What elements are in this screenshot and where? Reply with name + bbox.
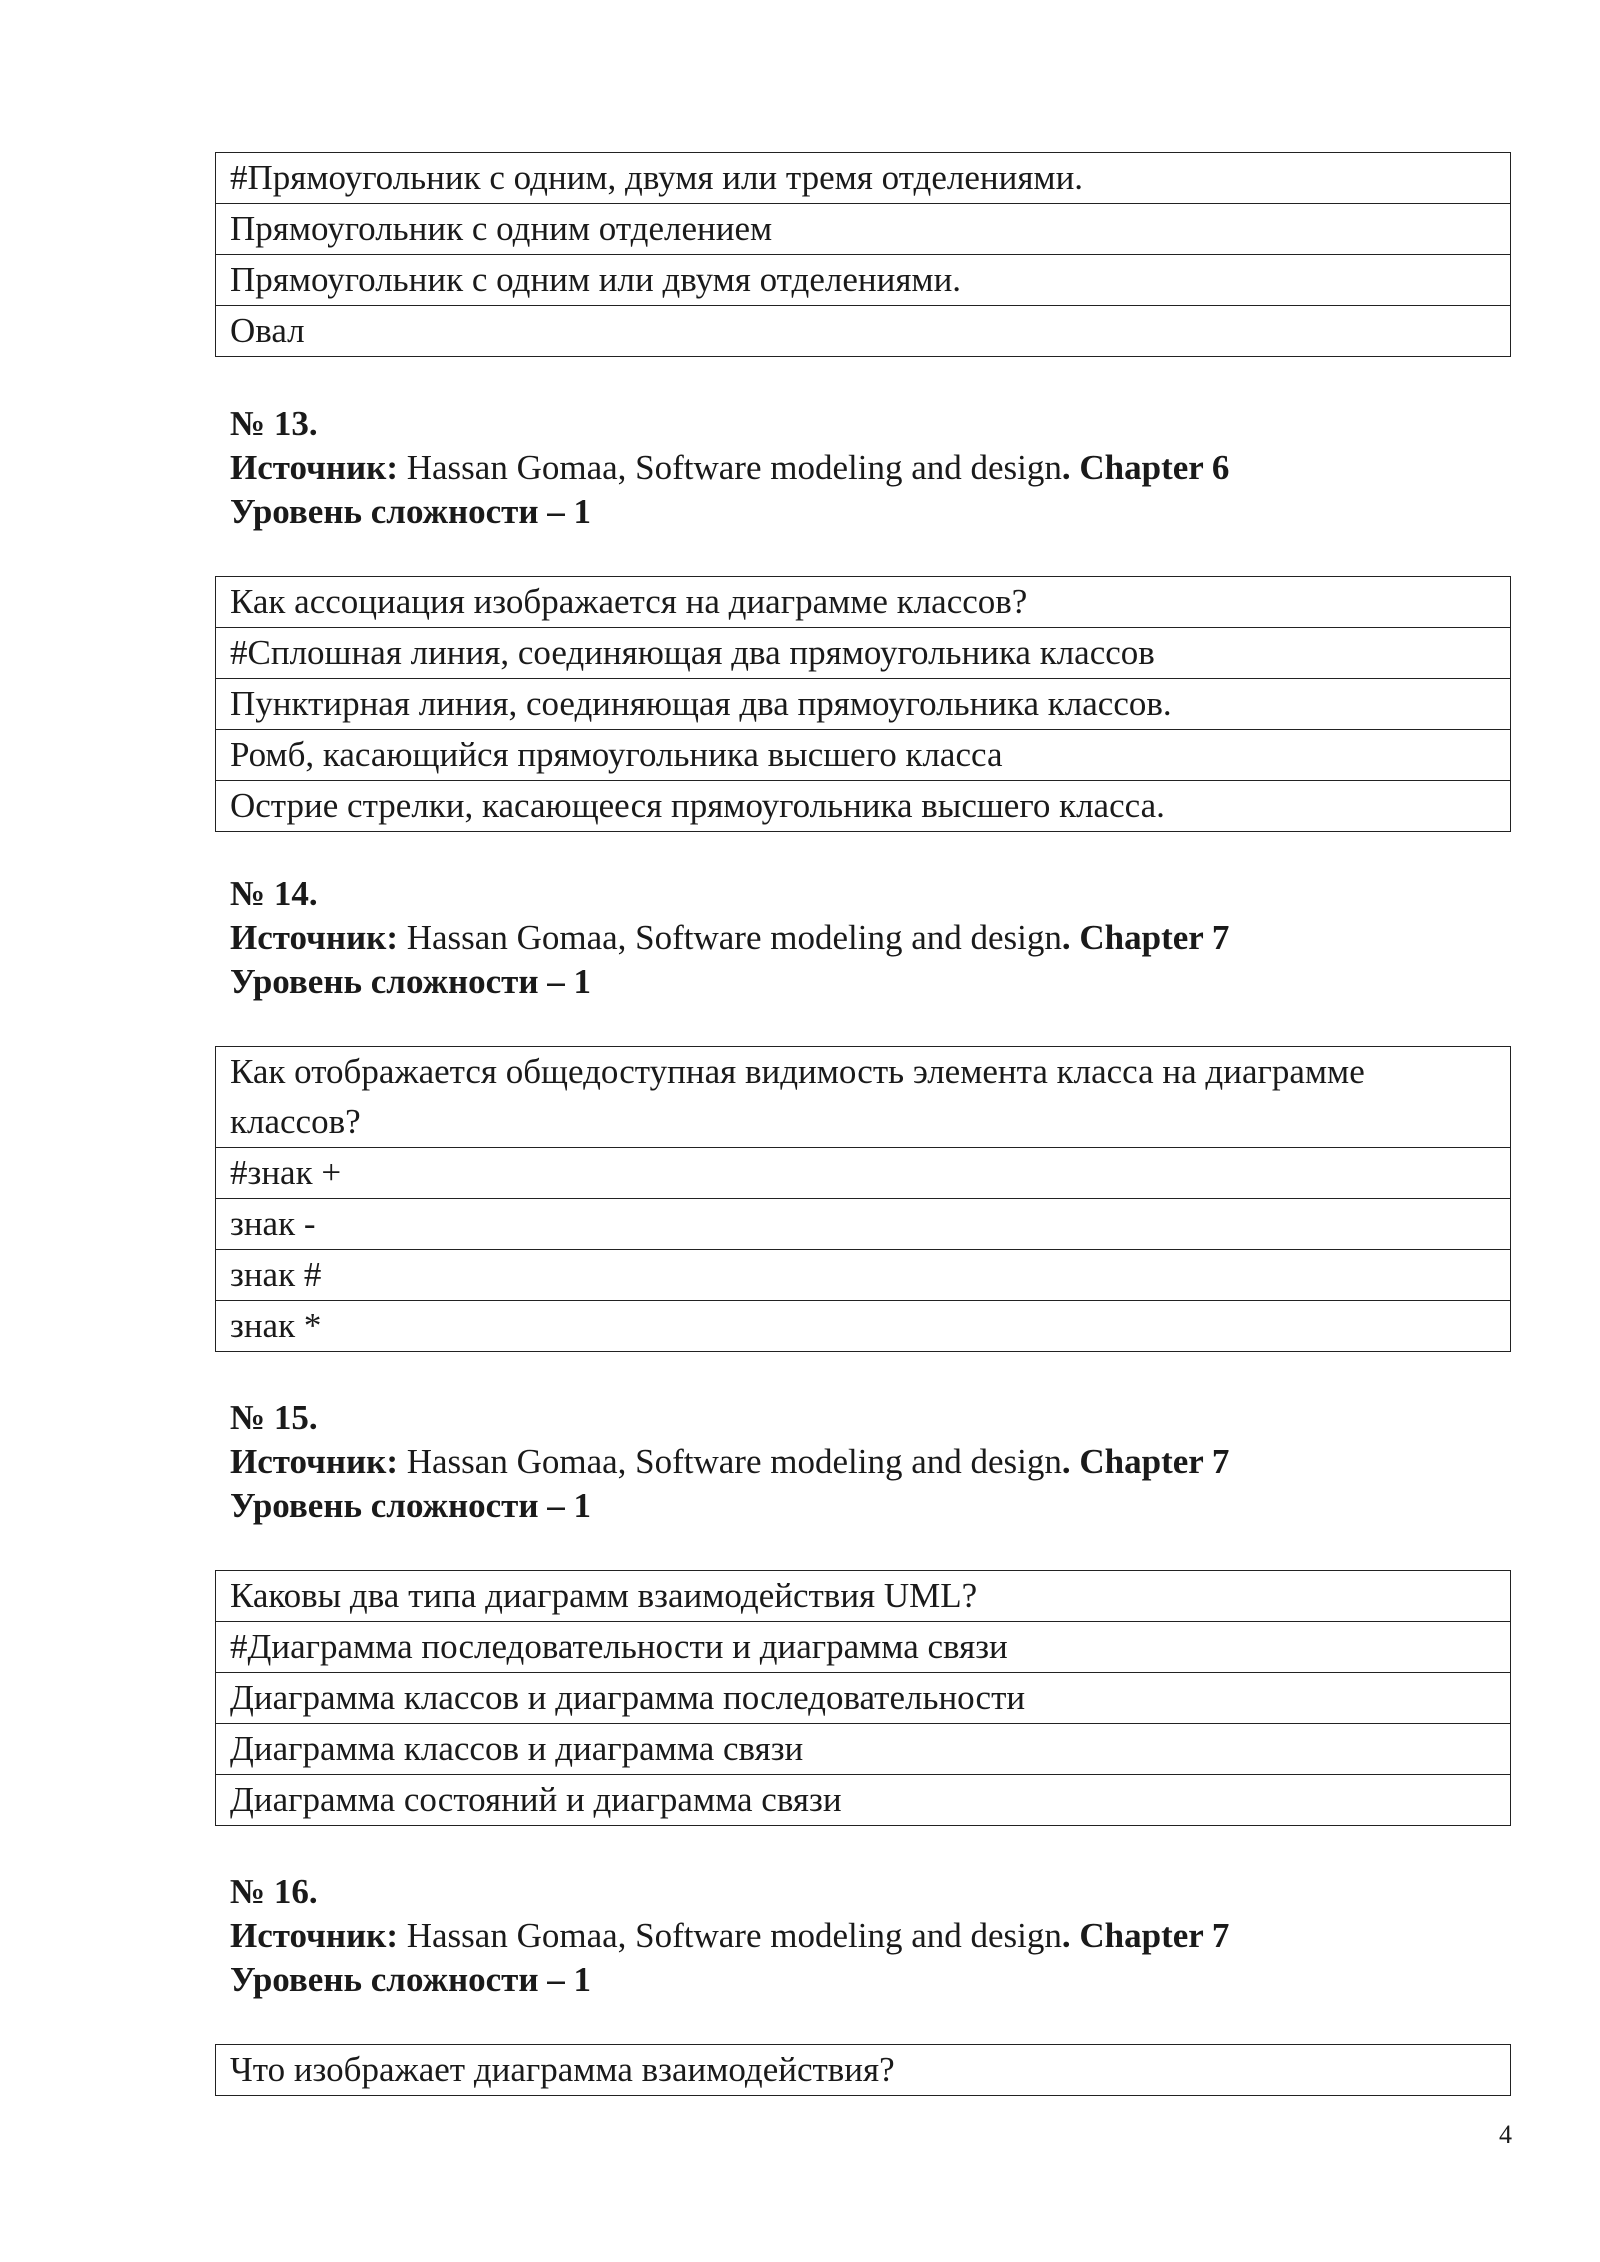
answer-option: #знак +: [216, 1148, 1511, 1199]
source-text: Hassan Gomaa, Software modeling and design: [397, 918, 1062, 957]
question-text: Что изображает диаграмма взаимодействия?: [216, 2045, 1511, 2096]
answer-option: знак *: [216, 1301, 1511, 1352]
chapter: . Chapter 6: [1061, 448, 1230, 487]
source-label: Источник:: [230, 1916, 398, 1955]
difficulty-level: Уровень сложности – 1: [230, 962, 592, 1001]
source-text: Hassan Gomaa, Software modeling and design: [397, 1442, 1062, 1481]
difficulty-level: Уровень сложности – 1: [230, 1486, 592, 1525]
question-number: № 13.: [230, 404, 318, 443]
answer-option: знак #: [216, 1250, 1511, 1301]
q13-table: [215, 576, 1511, 832]
page-number: 4: [1499, 2120, 1512, 2149]
q13-header: [230, 402, 1480, 534]
answer-option: Диаграмма состояний и диаграмма связи: [216, 1775, 1511, 1826]
answer-option: Острие стрелки, касающееся прямоугольника высшего класса.: [216, 781, 1511, 832]
q15-header: [230, 1396, 1480, 1528]
chapter: . Chapter 7: [1061, 1442, 1230, 1481]
answer-option: знак -: [216, 1199, 1511, 1250]
source-label: Источник:: [230, 448, 398, 487]
q14-header: [230, 872, 1480, 1004]
source-label: Источник:: [230, 918, 398, 957]
difficulty-level: Уровень сложности – 1: [230, 1960, 592, 1999]
answer-option: #Сплошная линия, соединяющая два прямоугольника классов: [216, 628, 1511, 679]
question-number: № 14.: [230, 874, 318, 913]
q12-answers-table: [215, 152, 1511, 357]
question-number: № 15.: [230, 1398, 318, 1437]
source-label: Источник:: [230, 1442, 398, 1481]
question-text: Каковы два типа диаграмм взаимодействия UML?: [216, 1571, 1511, 1622]
q14-table: [215, 1046, 1511, 1352]
source-line: [230, 916, 1480, 960]
answer-option: Диаграмма классов и диаграмма последовательности: [216, 1673, 1511, 1724]
source-line: [230, 1914, 1480, 1958]
answer-option: Ромб, касающийся прямоугольника высшего класса: [216, 730, 1511, 781]
answer-option: Овал: [216, 306, 1511, 357]
question-number: № 16.: [230, 1872, 318, 1911]
q16-table: [215, 2044, 1511, 2096]
chapter: . Chapter 7: [1061, 918, 1230, 957]
answer-option: Прямоугольник с одним или двумя отделениями.: [216, 255, 1511, 306]
q16-header: [230, 1870, 1480, 2002]
answer-option: #Диаграмма последовательности и диаграмма связи: [216, 1622, 1511, 1673]
difficulty-level: Уровень сложности – 1: [230, 492, 592, 531]
question-text: Как отображается общедоступная видимость элемента класса на диаграмме классов?: [216, 1047, 1511, 1148]
answer-option: Диаграмма классов и диаграмма связи: [216, 1724, 1511, 1775]
chapter: . Chapter 7: [1061, 1916, 1230, 1955]
source-text: Hassan Gomaa, Software modeling and design: [397, 448, 1062, 487]
source-text: Hassan Gomaa, Software modeling and design: [397, 1916, 1062, 1955]
source-line: [230, 1440, 1480, 1484]
source-line: [230, 446, 1480, 490]
answer-option: Прямоугольник с одним отделением: [216, 204, 1511, 255]
answer-option: Пунктирная линия, соединяющая два прямоугольника классов.: [216, 679, 1511, 730]
answer-option: #Прямоугольник с одним, двумя или тремя отделениями.: [216, 153, 1511, 204]
q15-table: [215, 1570, 1511, 1826]
question-text: Как ассоциация изображается на диаграмме классов?: [216, 577, 1511, 628]
